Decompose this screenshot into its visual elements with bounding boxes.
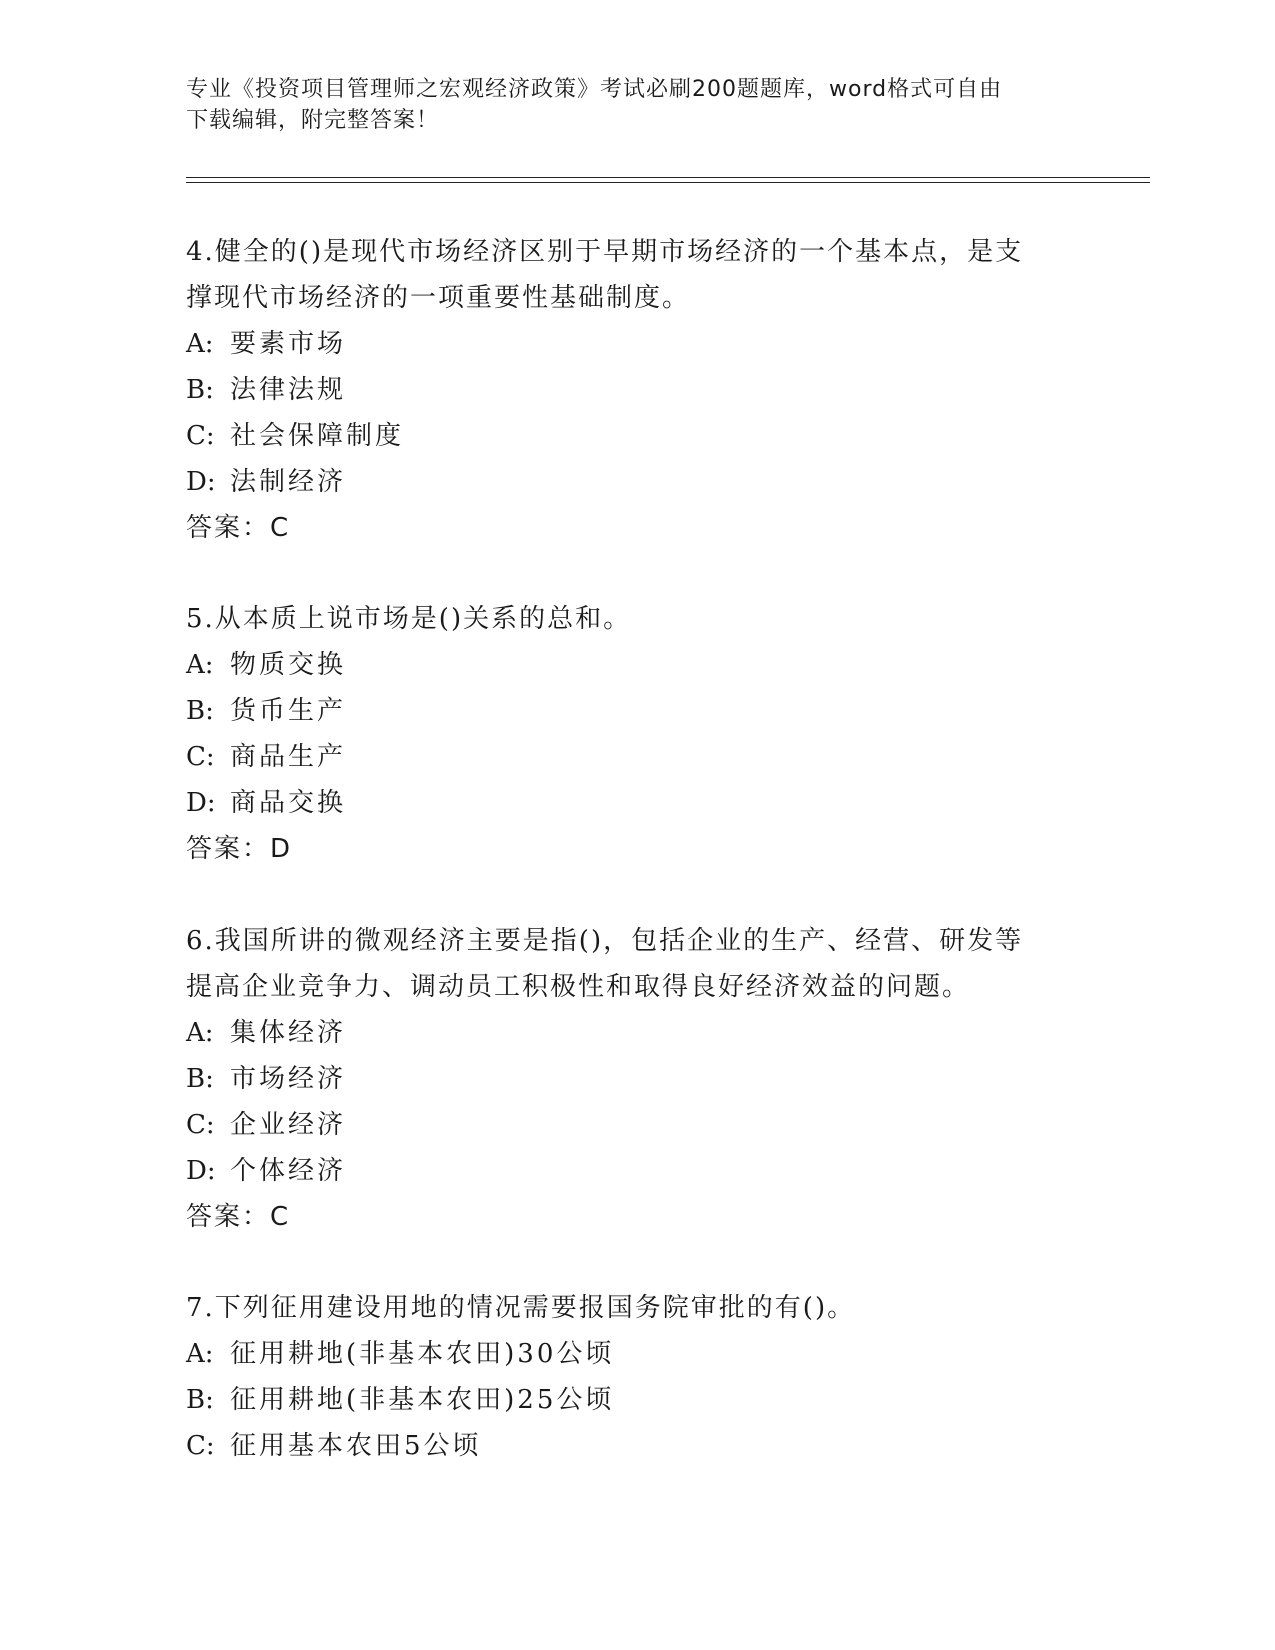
option-d [186,1148,1086,1194]
header-line-2: 下载编辑，附完整答案！ [186,108,440,133]
header-rule-top [186,177,1150,178]
question-5 [186,596,1086,872]
option-c [186,413,1086,459]
option-a [186,642,1086,688]
question-stem-line: 5.从本质上说市场是()关系的总和。 [186,604,632,634]
document-header [186,74,1086,136]
option-letter: B: [186,375,214,405]
option-text: 商品交换 [230,788,347,818]
option-text: 物质交换 [230,650,347,680]
option-text: 社会保障制度 [230,421,405,451]
question-7 [186,1285,1086,1469]
option-letter: D: [186,788,216,818]
option-text: 商品生产 [230,742,347,772]
option-c [186,1102,1086,1148]
option-letter: A: [186,1339,214,1369]
option-b [186,1056,1086,1102]
option-d [186,780,1086,826]
option-text: 企业经济 [230,1110,347,1140]
question-4 [186,229,1086,551]
option-text: 法制经济 [230,467,347,497]
question-stem-line: 4.健全的()是现代市场经济区别于早期市场经济的一个基本点，是支 [186,237,1024,267]
option-b [186,367,1086,413]
question-stem-line: 7.下列征用建设用地的情况需要报国务院审批的有()。 [186,1293,856,1323]
option-text: 征用耕地(非基本农田)25公顷 [230,1385,615,1415]
option-text: 货币生产 [230,696,347,726]
answer: 答案：C [186,1202,291,1232]
option-c [186,734,1086,780]
option-letter: A: [186,329,214,359]
option-text: 市场经济 [230,1064,347,1094]
question-stem-line: 提高企业竞争力、调动员工积极性和取得良好经济效益的问题。 [186,972,971,1002]
option-letter: B: [186,1064,214,1094]
option-letter: B: [186,696,214,726]
option-letter: D: [186,1156,216,1186]
option-letter: A: [186,650,214,680]
option-b [186,688,1086,734]
option-letter: D: [186,467,216,497]
option-letter: B: [186,1385,214,1415]
option-c [186,1423,1086,1469]
option-letter: C: [186,421,215,451]
option-b [186,1377,1086,1423]
option-text: 个体经济 [230,1156,347,1186]
option-text: 要素市场 [230,329,347,359]
option-d [186,459,1086,505]
question-stem-line: 6.我国所讲的微观经济主要是指()，包括企业的生产、经营、研发等 [186,926,1024,956]
option-text: 征用基本农田5公顷 [230,1431,482,1461]
answer: 答案：C [186,513,291,543]
option-text: 集体经济 [230,1018,347,1048]
question-6 [186,918,1086,1240]
option-a [186,1010,1086,1056]
option-letter: A: [186,1018,214,1048]
option-a [186,321,1086,367]
option-text: 法律法规 [230,375,347,405]
question-stem-line: 撑现代市场经济的一项重要性基础制度。 [186,283,691,313]
option-letter: C: [186,1431,215,1461]
option-text: 征用耕地(非基本农田)30公顷 [230,1339,615,1369]
option-a [186,1331,1086,1377]
option-letter: C: [186,1110,215,1140]
header-rule-bottom [186,182,1150,183]
header-line-1: 专业《投资项目管理师之宏观经济政策》考试必刷200题题库，word格式可自由 [186,77,1003,102]
answer: 答案：D [186,834,293,864]
option-letter: C: [186,742,215,772]
